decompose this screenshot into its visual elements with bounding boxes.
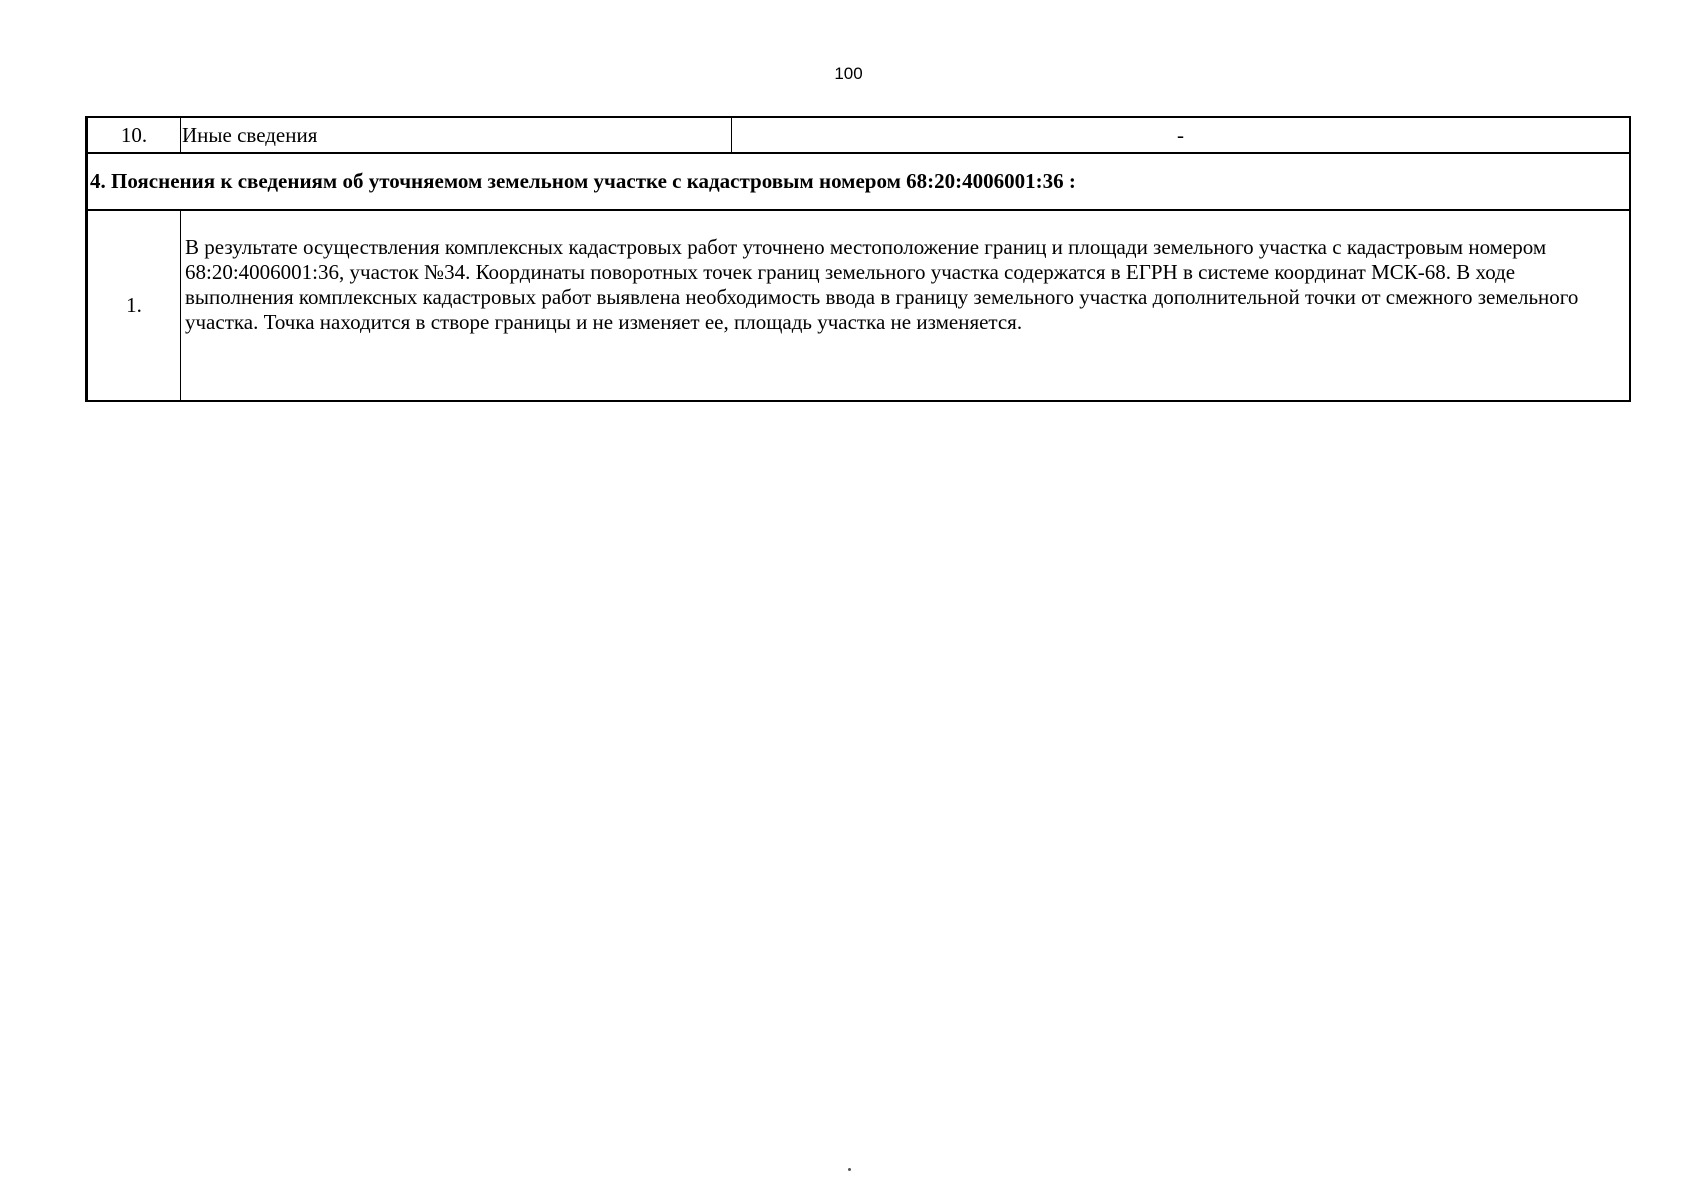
table-row-other-info: [87, 117, 1631, 153]
note-number-cell: 1.: [87, 210, 181, 401]
section-heading-row: [87, 153, 1631, 210]
section-heading: 4. Пояснения к сведениям об уточняемом земельном участке с кадастровым номером 68:20:4006001:36 :: [87, 153, 1631, 210]
cadastral-info-table: [85, 116, 1631, 402]
note-text-cell: В результате осуществления комплексных кадастровых работ уточнено местоположение границ и площади земельного участка с кадастровым номером 68:20:4006001:36, участок №34. Координаты поворотных точек границ земельного участка содержатся в ЕГРН в системе координат МСК-68. В ходе выполнения комплексных кадастровых работ выявлена необходимость ввода в границу земельного участка дополнительной точки от смежного земельного участка. Точка находится в створе границы и не изменяет ее, площадь участка не изменяется.: [181, 210, 1631, 401]
page-number: 100: [834, 64, 863, 83]
row-name-cell: Иные сведения: [181, 117, 732, 153]
row-number-cell: 10.: [87, 117, 181, 153]
page-dot-mark: [848, 1168, 851, 1171]
note-row: [87, 210, 1631, 401]
row-value-cell: -: [732, 117, 1631, 153]
